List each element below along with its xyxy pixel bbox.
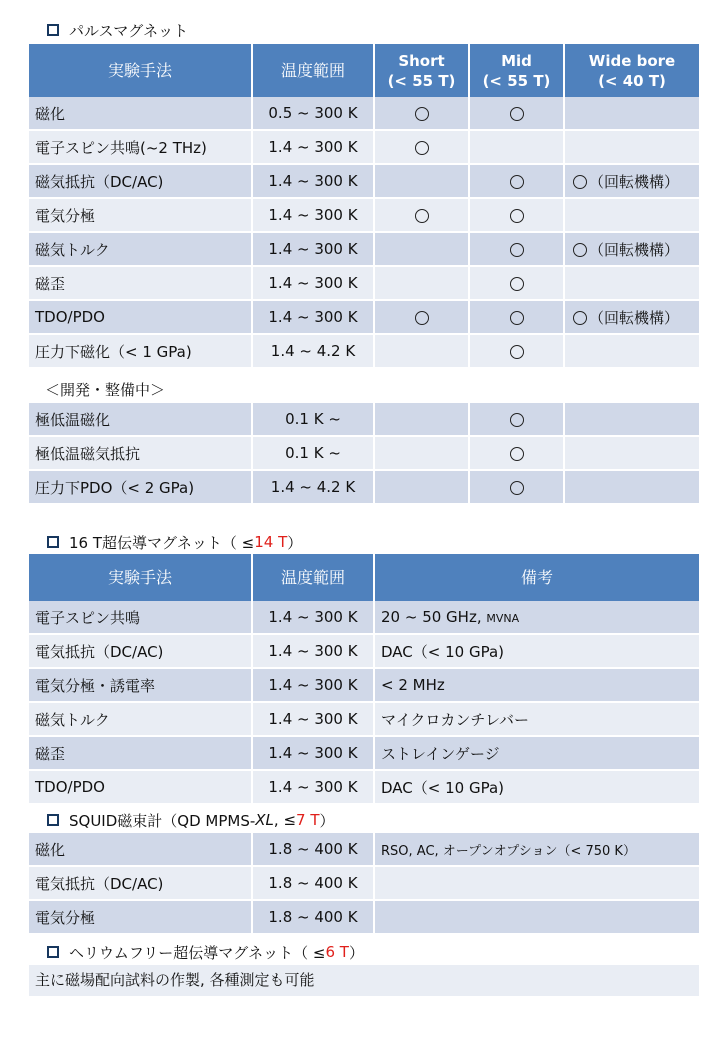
cell-temp: 1.4 ~ 300 K xyxy=(252,770,374,804)
cell-short xyxy=(374,164,469,198)
circle-mark-icon xyxy=(510,345,524,359)
helium-note: 主に磁場配向試料の作製, 各種測定も可能 xyxy=(29,965,699,996)
cell-method: 磁歪 xyxy=(29,736,252,770)
cell-wide-bore xyxy=(564,232,699,266)
cell-mid xyxy=(469,300,564,334)
cell-method: 電気分極 xyxy=(29,900,252,934)
cell-method: 磁歪 xyxy=(29,266,252,300)
title-mid: , ≤ xyxy=(273,811,297,829)
table-row xyxy=(29,198,699,232)
cell-short xyxy=(374,232,469,266)
cell-temp: 1.4 ~ 300 K xyxy=(252,164,374,198)
note-text: ストレインゲージ xyxy=(381,744,500,763)
cell-short xyxy=(374,334,469,368)
table-row xyxy=(29,470,699,504)
note-text: < 2 MHz xyxy=(381,676,445,694)
square-bullet-icon xyxy=(47,536,59,548)
circle-mark-icon xyxy=(510,277,524,291)
cell-note xyxy=(374,601,699,634)
title-highlight: 7 T xyxy=(296,811,320,829)
cell-temp: 1.4 ~ 300 K xyxy=(252,736,374,770)
title-suffix: ） xyxy=(287,533,303,552)
cell-wide-bore xyxy=(564,334,699,368)
cell-wide-bore xyxy=(564,436,699,470)
rotation-label: （回転機構） xyxy=(589,308,680,327)
cell-mid xyxy=(469,198,564,232)
cell-temp: 1.4 ~ 300 K xyxy=(252,266,374,300)
cell-short xyxy=(374,470,469,504)
cell-temp: 0.5 ~ 300 K xyxy=(252,97,374,130)
cell-mid xyxy=(469,403,564,436)
cell-method: 圧力下PDO（< 2 GPa) xyxy=(29,470,252,504)
table-row xyxy=(29,266,699,300)
cell-short xyxy=(374,436,469,470)
cell-temp: 1.4 ~ 300 K xyxy=(252,300,374,334)
cell-note xyxy=(374,866,699,900)
circle-mark-icon xyxy=(573,175,587,189)
cell-short xyxy=(374,97,469,130)
table-row xyxy=(29,634,699,668)
circle-mark-icon xyxy=(510,311,524,325)
table-row xyxy=(29,334,699,368)
pulse-dev-table xyxy=(29,403,699,505)
square-bullet-icon xyxy=(47,946,59,958)
circle-mark-icon xyxy=(510,209,524,223)
header-wide-bore: Wide bore (< 40 T) xyxy=(564,44,699,97)
cell-mid xyxy=(469,97,564,130)
cell-mid xyxy=(469,164,564,198)
title-highlight: 6 T xyxy=(325,943,349,961)
table-row xyxy=(29,833,699,866)
header-method: 実験手法 xyxy=(29,554,252,601)
cell-note xyxy=(374,900,699,934)
table-row xyxy=(29,97,699,130)
cell-method: 電子スピン共鳴 xyxy=(29,601,252,634)
circle-mark-icon xyxy=(415,107,429,121)
cell-wide-bore xyxy=(564,403,699,436)
table-row xyxy=(29,130,699,164)
cell-note xyxy=(374,736,699,770)
cell-temp: 1.4 ~ 300 K xyxy=(252,702,374,736)
circle-mark-icon xyxy=(510,175,524,189)
sc16-table xyxy=(29,554,699,805)
table-row xyxy=(29,668,699,702)
cell-temp: 0.1 K ~ xyxy=(252,436,374,470)
section-title-pulse xyxy=(47,19,188,41)
cell-method: 電気分極・誘電率 xyxy=(29,668,252,702)
cell-method: 電気抵抗（DC/AC) xyxy=(29,866,252,900)
cell-mid xyxy=(469,436,564,470)
circle-mark-icon xyxy=(510,107,524,121)
cell-method: TDO/PDO xyxy=(29,300,252,334)
circle-mark-icon xyxy=(510,413,524,427)
cell-short xyxy=(374,198,469,232)
circle-mark-icon xyxy=(510,447,524,461)
dev-label: ＜開発・整備中＞ xyxy=(45,381,166,399)
cell-short xyxy=(374,130,469,164)
table-row xyxy=(29,300,699,334)
note-text: マイクロカンチレバー xyxy=(381,710,530,729)
table-row xyxy=(29,702,699,736)
table-row xyxy=(29,232,699,266)
table-row xyxy=(29,900,699,934)
cell-short xyxy=(374,403,469,436)
squid-table xyxy=(29,833,699,935)
header-mid: Mid (< 55 T) xyxy=(469,44,564,97)
cell-method: 極低温磁化 xyxy=(29,403,252,436)
title-text: SQUID磁束計（QD MPMS- xyxy=(69,811,256,830)
square-bullet-icon xyxy=(47,24,59,36)
title-suffix: ） xyxy=(348,943,364,962)
circle-mark-icon xyxy=(573,243,587,257)
cell-mid xyxy=(469,470,564,504)
cell-wide-bore xyxy=(564,470,699,504)
table-row xyxy=(29,770,699,804)
note-text: DAC（< 10 GPa) xyxy=(381,778,504,797)
cell-temp: 1.4 ~ 4.2 K xyxy=(252,470,374,504)
header-short: Short (< 55 T) xyxy=(374,44,469,97)
title-text: 16 T超伝導マグネット（ ≤ xyxy=(69,533,255,552)
title-text: ヘリウムフリー超伝導マグネット（ ≤ xyxy=(69,943,326,962)
cell-temp: 1.4 ~ 300 K xyxy=(252,130,374,164)
circle-mark-icon xyxy=(573,311,587,325)
cell-mid xyxy=(469,334,564,368)
cell-wide-bore xyxy=(564,266,699,300)
note-sub-text: MVNA xyxy=(486,612,520,625)
cell-method: 磁化 xyxy=(29,97,252,130)
cell-temp: 1.8 ~ 400 K xyxy=(252,833,374,866)
header-note: 備考 xyxy=(374,554,699,601)
cell-temp: 0.1 K ~ xyxy=(252,403,374,436)
cell-temp: 1.4 ~ 300 K xyxy=(252,232,374,266)
cell-wide-bore xyxy=(564,198,699,232)
section-title-squid xyxy=(47,809,335,831)
square-bullet-icon xyxy=(47,814,59,826)
section-title-sc16 xyxy=(47,531,302,553)
cell-note xyxy=(374,702,699,736)
cell-temp: 1.4 ~ 300 K xyxy=(252,668,374,702)
cell-wide-bore xyxy=(564,300,699,334)
section-title-helium xyxy=(47,941,364,963)
rotation-label: （回転機構） xyxy=(589,240,680,259)
title-italic: XL xyxy=(255,811,274,829)
circle-mark-icon xyxy=(510,481,524,495)
cell-short xyxy=(374,266,469,300)
rotation-label: （回転機構） xyxy=(589,172,680,191)
cell-note xyxy=(374,833,699,866)
circle-mark-icon xyxy=(510,243,524,257)
table-row xyxy=(29,403,699,436)
cell-temp: 1.4 ~ 300 K xyxy=(252,634,374,668)
title-highlight: 14 T xyxy=(254,533,288,551)
cell-wide-bore xyxy=(564,130,699,164)
circle-mark-icon xyxy=(415,311,429,325)
table-row xyxy=(29,736,699,770)
cell-method: TDO/PDO xyxy=(29,770,252,804)
header-temp: 温度範囲 xyxy=(252,554,374,601)
cell-method: 磁化 xyxy=(29,833,252,866)
header-temp: 温度範囲 xyxy=(252,44,374,97)
table-row xyxy=(29,436,699,470)
cell-temp: 1.8 ~ 400 K xyxy=(252,866,374,900)
cell-method: 電子スピン共鳴(~2 THz) xyxy=(29,130,252,164)
cell-note xyxy=(374,770,699,804)
circle-mark-icon xyxy=(415,209,429,223)
section-title-text: パルスマグネット xyxy=(69,21,189,40)
cell-temp: 1.4 ~ 300 K xyxy=(252,198,374,232)
cell-method: 磁気トルク xyxy=(29,702,252,736)
table-header-row xyxy=(29,44,699,97)
cell-temp: 1.8 ~ 400 K xyxy=(252,900,374,934)
note-text: RSO, AC, オープンオプション（< 750 K） xyxy=(381,843,636,859)
cell-note xyxy=(374,668,699,702)
pulse-magnet-table xyxy=(29,44,699,369)
cell-note xyxy=(374,634,699,668)
cell-mid xyxy=(469,266,564,300)
cell-method: 電気分極 xyxy=(29,198,252,232)
table-row xyxy=(29,164,699,198)
cell-wide-bore xyxy=(564,97,699,130)
cell-temp: 1.4 ~ 4.2 K xyxy=(252,334,374,368)
cell-wide-bore xyxy=(564,164,699,198)
title-suffix: ） xyxy=(319,811,335,830)
cell-method: 磁気抵抗（DC/AC) xyxy=(29,164,252,198)
circle-mark-icon xyxy=(415,141,429,155)
cell-method: 圧力下磁化（< 1 GPa) xyxy=(29,334,252,368)
note-text: DAC（< 10 GPa) xyxy=(381,642,504,661)
cell-mid xyxy=(469,232,564,266)
header-method: 実験手法 xyxy=(29,44,252,97)
table-row xyxy=(29,866,699,900)
cell-mid xyxy=(469,130,564,164)
table-row xyxy=(29,601,699,634)
cell-method: 極低温磁気抵抗 xyxy=(29,436,252,470)
cell-temp: 1.4 ~ 300 K xyxy=(252,601,374,634)
note-text: 20 ~ 50 GHz, xyxy=(381,608,487,626)
cell-short xyxy=(374,300,469,334)
cell-method: 電気抵抗（DC/AC) xyxy=(29,634,252,668)
table-header-row xyxy=(29,554,699,601)
cell-method: 磁気トルク xyxy=(29,232,252,266)
